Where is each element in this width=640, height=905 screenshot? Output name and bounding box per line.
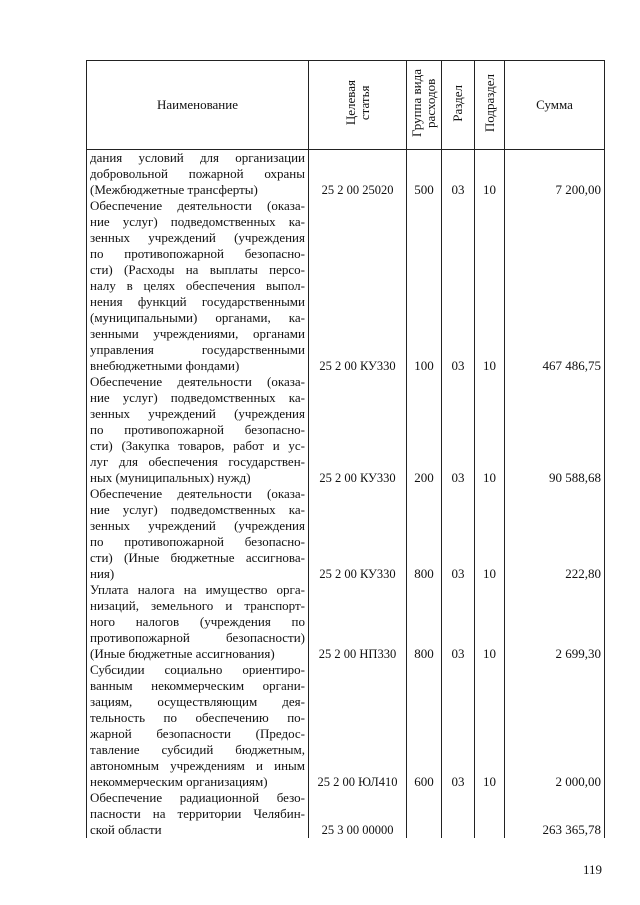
row-target-article: 25 2 00 ЮЛ410 bbox=[309, 662, 407, 790]
row-section: 03 bbox=[442, 198, 475, 374]
row-name-line: пасности на территории Челябин- bbox=[90, 806, 305, 821]
row-name-line: ние услуг) подведомственных ка- bbox=[90, 502, 305, 517]
row-name-line: тавление субсидий бюджетным, bbox=[90, 742, 305, 757]
table-row bbox=[87, 150, 605, 199]
row-name-line: внебюджетными фондами) bbox=[90, 358, 240, 373]
header-subsection: Подраздел bbox=[475, 61, 505, 150]
row-subsection bbox=[475, 790, 505, 838]
row-subsection: 10 bbox=[475, 374, 505, 486]
row-name-line: по противопожарной безопасно- bbox=[90, 422, 305, 437]
row-target-article: 25 2 00 КУ330 bbox=[309, 486, 407, 582]
header-sum: Сумма bbox=[505, 61, 605, 150]
row-name-line: ного налогов (учреждения по bbox=[90, 614, 305, 629]
row-expense-group: 800 bbox=[407, 486, 442, 582]
row-target-article: 25 2 00 25020 bbox=[309, 150, 407, 199]
table-row bbox=[87, 582, 605, 662]
table-row bbox=[87, 486, 605, 582]
table-row bbox=[87, 790, 605, 838]
row-name-line: сти) (Иные бюджетные ассигнова- bbox=[90, 550, 305, 565]
row-name bbox=[87, 486, 309, 582]
row-sum: 2 699,30 bbox=[505, 582, 605, 662]
row-name bbox=[87, 374, 309, 486]
row-expense-group: 100 bbox=[407, 198, 442, 374]
row-section: 03 bbox=[442, 374, 475, 486]
row-subsection: 10 bbox=[475, 198, 505, 374]
row-name-line: жарной безопасности (Предос- bbox=[90, 726, 305, 741]
header-section: Раздел bbox=[442, 61, 475, 150]
row-section: 03 bbox=[442, 582, 475, 662]
header-expense-group: Группа вида расходов bbox=[407, 61, 442, 150]
row-target-article: 25 2 00 НП330 bbox=[309, 582, 407, 662]
row-expense-group: 600 bbox=[407, 662, 442, 790]
row-name-line: зенных учреждений (учреждения bbox=[90, 518, 305, 533]
row-name bbox=[87, 582, 309, 662]
row-name-line: Уплата налога на имущество орга- bbox=[90, 582, 305, 597]
row-name-line: дания условий для организации bbox=[90, 150, 305, 165]
row-sum: 7 200,00 bbox=[505, 150, 605, 199]
row-name bbox=[87, 790, 309, 838]
header-target-article: Целевая статья bbox=[309, 61, 407, 150]
row-expense-group: 800 bbox=[407, 582, 442, 662]
row-name-line: управления государственными bbox=[90, 342, 305, 357]
row-name-line: зациям, осуществляющим дея- bbox=[90, 694, 305, 709]
row-name-line: луг для обеспечения государствен- bbox=[90, 454, 305, 469]
row-subsection: 10 bbox=[475, 150, 505, 199]
row-name-line: ние услуг) подведомственных ка- bbox=[90, 390, 305, 405]
budget-table bbox=[86, 60, 605, 838]
row-section: 03 bbox=[442, 150, 475, 199]
row-expense-group: 500 bbox=[407, 150, 442, 199]
header-name: Наименование bbox=[87, 61, 309, 150]
row-section bbox=[442, 790, 475, 838]
table-row bbox=[87, 198, 605, 374]
row-name-line: Обеспечение деятельности (оказа- bbox=[90, 374, 305, 389]
row-subsection: 10 bbox=[475, 486, 505, 582]
row-name-line: зенными учреждениями, органами bbox=[90, 326, 305, 341]
row-name bbox=[87, 662, 309, 790]
row-name-line: (муниципальными) органами, ка- bbox=[90, 310, 305, 325]
row-name-line: некоммерческим организациям) bbox=[90, 774, 268, 789]
row-name-line: по противопожарной безопасно- bbox=[90, 534, 305, 549]
page-number: 119 bbox=[582, 862, 602, 877]
row-name-line: ванным некоммерческим органи- bbox=[90, 678, 305, 693]
row-name-line: ской области bbox=[90, 822, 162, 837]
row-name-line: Обеспечение деятельности (оказа- bbox=[90, 198, 305, 213]
row-name-line: тельность по обеспечению по- bbox=[90, 710, 305, 725]
row-name-line: добровольной пожарной охраны bbox=[90, 166, 305, 181]
row-subsection: 10 bbox=[475, 582, 505, 662]
row-name-line: сти) (Расходы на выплаты персо- bbox=[90, 262, 305, 277]
row-sum: 467 486,75 bbox=[505, 198, 605, 374]
row-target-article: 25 2 00 КУ330 bbox=[309, 374, 407, 486]
row-target-article: 25 2 00 КУ330 bbox=[309, 198, 407, 374]
row-name-line: ния) bbox=[90, 566, 115, 581]
row-name-line: ние услуг) подведомственных ка- bbox=[90, 214, 305, 229]
row-section: 03 bbox=[442, 486, 475, 582]
row-name-line: Обеспечение деятельности (оказа- bbox=[90, 486, 305, 501]
row-subsection: 10 bbox=[475, 662, 505, 790]
row-name-line: Субсидии социально ориентиро- bbox=[90, 662, 305, 677]
row-name-line: налу в целях обеспечения выпол- bbox=[90, 278, 305, 293]
row-name-line: сти) (Закупка товаров, работ и ус- bbox=[90, 438, 305, 453]
header-row bbox=[87, 61, 605, 150]
row-name-line: противопожарной безопасности) bbox=[90, 630, 305, 645]
row-name-line: нения функций государственными bbox=[90, 294, 305, 309]
row-name-line: по противопожарной безопасно- bbox=[90, 246, 305, 261]
row-expense-group bbox=[407, 790, 442, 838]
row-name-line: (Межбюджетные трансферты) bbox=[90, 182, 258, 197]
row-sum: 2 000,00 bbox=[505, 662, 605, 790]
row-name-line: зенных учреждений (учреждения bbox=[90, 230, 305, 245]
row-name-line: Обеспечение радиационной безо- bbox=[90, 790, 305, 805]
row-section: 03 bbox=[442, 662, 475, 790]
table-row bbox=[87, 662, 605, 790]
row-name-line: (Иные бюджетные ассигнования) bbox=[90, 646, 275, 661]
row-expense-group: 200 bbox=[407, 374, 442, 486]
row-name-line: ных (муниципальных) нужд) bbox=[90, 470, 251, 485]
table-row bbox=[87, 374, 605, 486]
row-name bbox=[87, 198, 309, 374]
row-name bbox=[87, 150, 309, 199]
row-target-article: 25 3 00 00000 bbox=[309, 790, 407, 838]
row-name-line: автономным учреждениям и иным bbox=[90, 758, 305, 773]
row-name-line: низаций, земельного и транспорт- bbox=[90, 598, 305, 613]
row-sum: 222,80 bbox=[505, 486, 605, 582]
row-sum: 263 365,78 bbox=[505, 790, 605, 838]
row-name-line: зенных учреждений (учреждения bbox=[90, 406, 305, 421]
row-sum: 90 588,68 bbox=[505, 374, 605, 486]
